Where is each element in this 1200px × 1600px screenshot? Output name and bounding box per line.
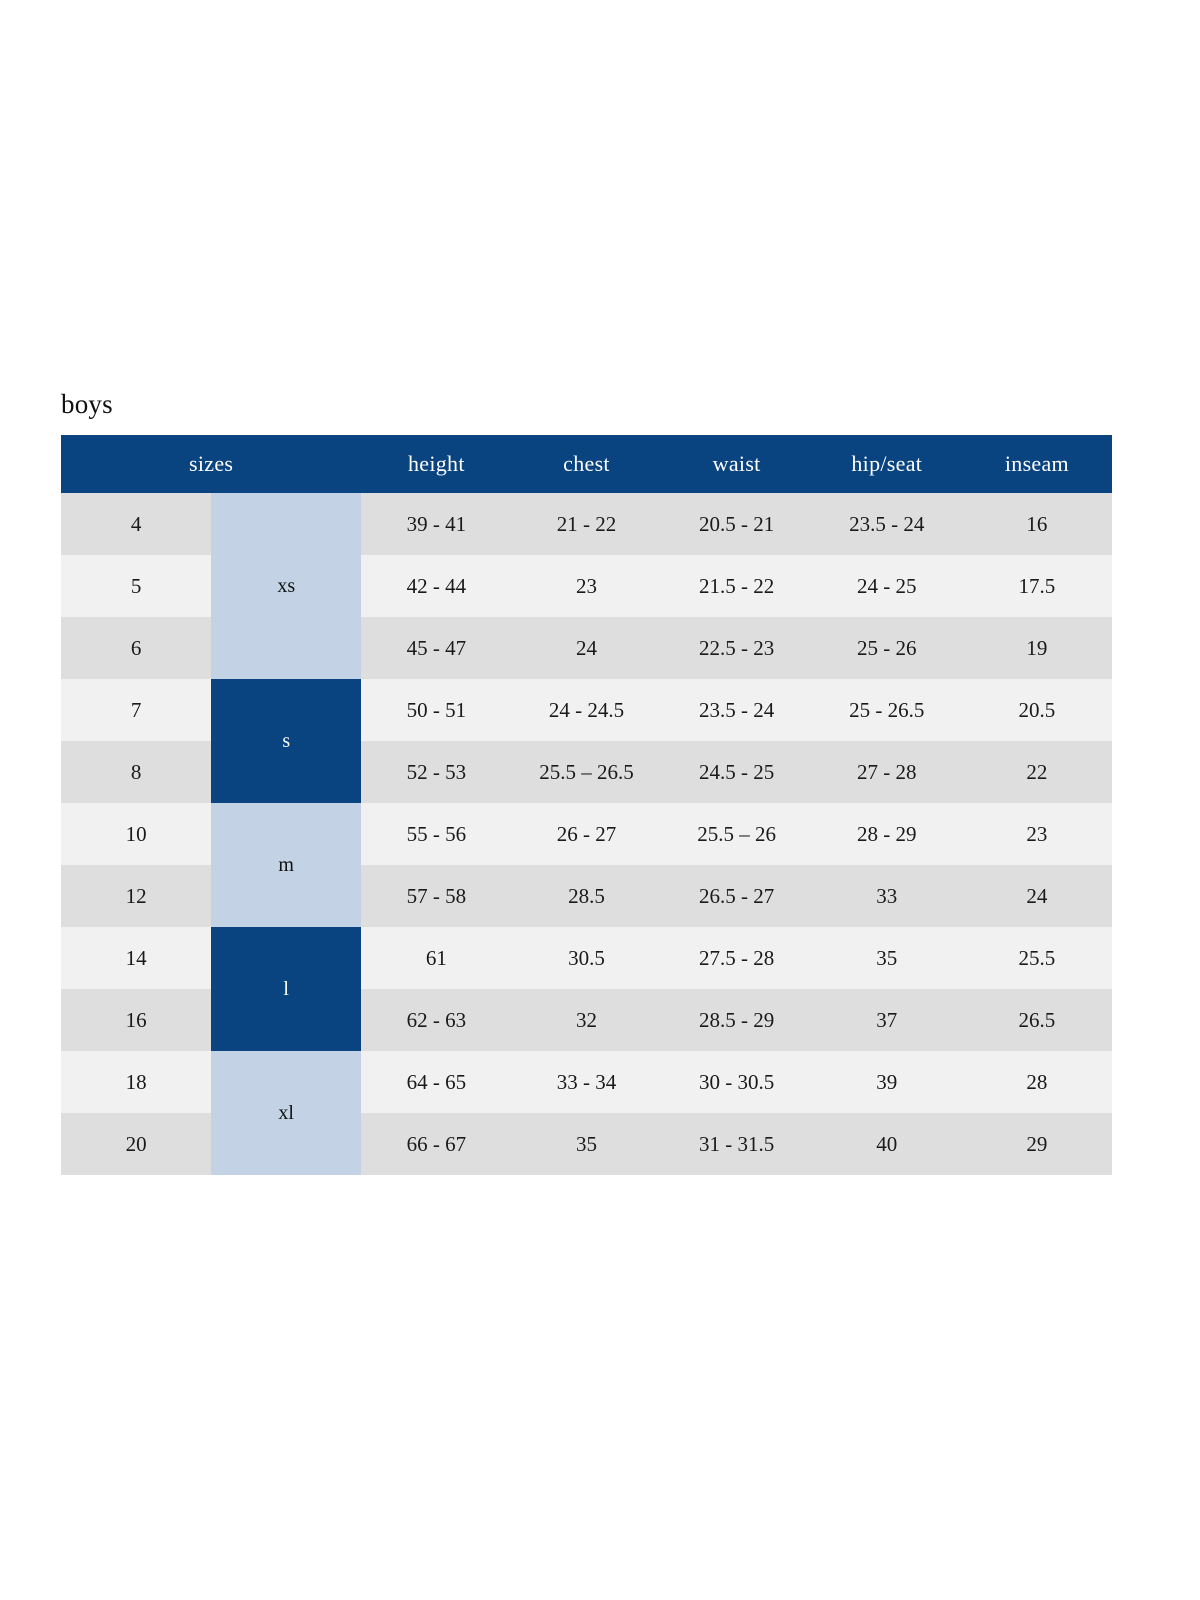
cell-size: 20: [61, 1113, 211, 1175]
cell-hip-seat: 33: [812, 865, 962, 927]
cell-size: 8: [61, 741, 211, 803]
cell-size: 6: [61, 617, 211, 679]
cell-waist: 27.5 - 28: [662, 927, 812, 989]
cell-chest: 21 - 22: [511, 493, 661, 555]
cell-inseam: 19: [962, 617, 1112, 679]
cell-inseam: 25.5: [962, 927, 1112, 989]
cell-height: 57 - 58: [361, 865, 511, 927]
cell-waist: 26.5 - 27: [662, 865, 812, 927]
cell-hip-seat: 24 - 25: [812, 555, 962, 617]
cell-hip-seat: 25 - 26: [812, 617, 962, 679]
cell-inseam: 24: [962, 865, 1112, 927]
cell-group-m: m: [211, 803, 361, 927]
cell-size: 12: [61, 865, 211, 927]
cell-height: 64 - 65: [361, 1051, 511, 1113]
table-body: [61, 493, 1112, 1175]
column-header-waist: waist: [662, 435, 812, 493]
table-row: [61, 493, 1112, 555]
cell-hip-seat: 23.5 - 24: [812, 493, 962, 555]
cell-inseam: 22: [962, 741, 1112, 803]
cell-waist: 24.5 - 25: [662, 741, 812, 803]
table-row: [61, 927, 1112, 989]
cell-inseam: 20.5: [962, 679, 1112, 741]
table-row: [61, 679, 1112, 741]
cell-size: 18: [61, 1051, 211, 1113]
cell-inseam: 29: [962, 1113, 1112, 1175]
cell-inseam: 28: [962, 1051, 1112, 1113]
cell-chest: 33 - 34: [511, 1051, 661, 1113]
cell-group-xs: xs: [211, 493, 361, 679]
cell-height: 50 - 51: [361, 679, 511, 741]
cell-chest: 23: [511, 555, 661, 617]
cell-group-xl: xl: [211, 1051, 361, 1175]
cell-height: 39 - 41: [361, 493, 511, 555]
cell-chest: 24 - 24.5: [511, 679, 661, 741]
cell-waist: 20.5 - 21: [662, 493, 812, 555]
cell-chest: 32: [511, 989, 661, 1051]
cell-waist: 28.5 - 29: [662, 989, 812, 1051]
cell-chest: 35: [511, 1113, 661, 1175]
cell-inseam: 17.5: [962, 555, 1112, 617]
cell-height: 42 - 44: [361, 555, 511, 617]
cell-size: 16: [61, 989, 211, 1051]
column-header-hip-seat: hip/seat: [812, 435, 962, 493]
page-title: boys: [61, 389, 113, 419]
table-row: [61, 1051, 1112, 1113]
table-header: [61, 435, 1112, 493]
cell-waist: 23.5 - 24: [662, 679, 812, 741]
cell-hip-seat: 40: [812, 1113, 962, 1175]
cell-chest: 26 - 27: [511, 803, 661, 865]
cell-height: 61: [361, 927, 511, 989]
cell-hip-seat: 35: [812, 927, 962, 989]
cell-inseam: 26.5: [962, 989, 1112, 1051]
column-header-height: height: [361, 435, 511, 493]
cell-hip-seat: 28 - 29: [812, 803, 962, 865]
cell-size: 10: [61, 803, 211, 865]
column-header-chest: chest: [511, 435, 661, 493]
column-header-inseam: inseam: [962, 435, 1112, 493]
cell-chest: 28.5: [511, 865, 661, 927]
cell-height: 62 - 63: [361, 989, 511, 1051]
table-row: [61, 803, 1112, 865]
cell-height: 45 - 47: [361, 617, 511, 679]
cell-chest: 24: [511, 617, 661, 679]
cell-height: 55 - 56: [361, 803, 511, 865]
cell-height: 66 - 67: [361, 1113, 511, 1175]
cell-size: 5: [61, 555, 211, 617]
cell-inseam: 16: [962, 493, 1112, 555]
cell-waist: 22.5 - 23: [662, 617, 812, 679]
cell-waist: 30 - 30.5: [662, 1051, 812, 1113]
cell-size: 14: [61, 927, 211, 989]
cell-chest: 30.5: [511, 927, 661, 989]
cell-hip-seat: 27 - 28: [812, 741, 962, 803]
cell-inseam: 23: [962, 803, 1112, 865]
cell-height: 52 - 53: [361, 741, 511, 803]
table-header-row: [61, 435, 1112, 493]
cell-hip-seat: 39: [812, 1051, 962, 1113]
size-chart-table: [61, 435, 1112, 1175]
cell-size: 4: [61, 493, 211, 555]
cell-hip-seat: 25 - 26.5: [812, 679, 962, 741]
cell-group-s: s: [211, 679, 361, 803]
cell-waist: 25.5 – 26: [662, 803, 812, 865]
cell-size: 7: [61, 679, 211, 741]
cell-waist: 21.5 - 22: [662, 555, 812, 617]
cell-hip-seat: 37: [812, 989, 962, 1051]
cell-group-l: l: [211, 927, 361, 1051]
cell-waist: 31 - 31.5: [662, 1113, 812, 1175]
column-header-sizes: sizes: [61, 435, 361, 493]
cell-chest: 25.5 – 26.5: [511, 741, 661, 803]
